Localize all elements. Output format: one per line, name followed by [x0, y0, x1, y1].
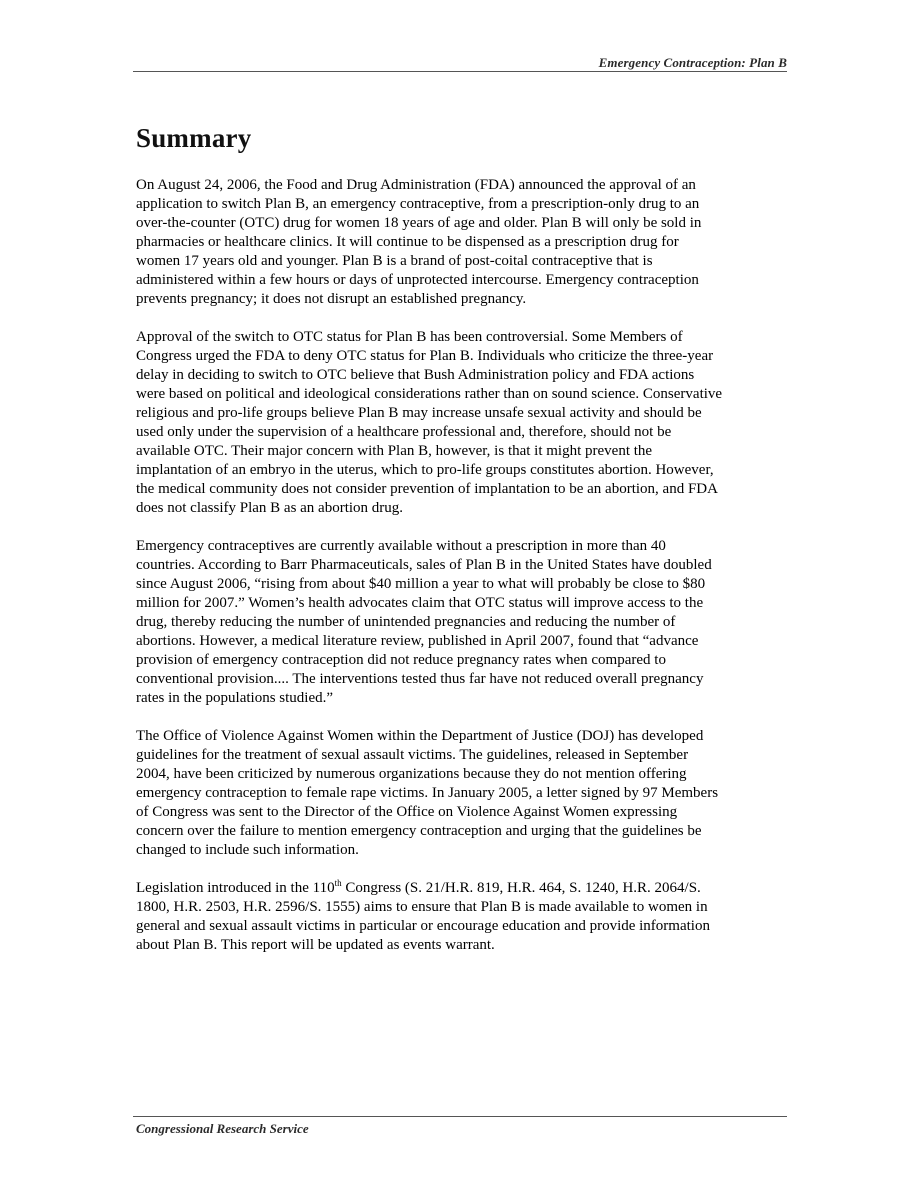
- text-line: of Congress was sent to the Director of the Office on Violence Against Women expressing: [136, 804, 678, 820]
- text-line: changed to include such information.: [136, 842, 359, 858]
- text-line: does not classify Plan B as an abortion drug.: [136, 500, 404, 516]
- text-line: religious and pro-life groups believe Plan B may increase unsafe sexual activity and should be: [136, 405, 702, 421]
- text-line: used only under the supervision of a healthcare professional and, therefore, should not be: [136, 424, 672, 440]
- ordinal-superscript: th: [334, 878, 342, 888]
- text-fragment: Congress (S. 21/H.R. 819, H.R. 464, S. 1240, H.R. 2064/S.: [341, 880, 701, 896]
- text-line: The Office of Violence Against Women within the Department of Justice (DOJ) has developed: [136, 728, 704, 744]
- text-line: prevents pregnancy; it does not disrupt an established pregnancy.: [136, 291, 527, 307]
- section-title: Summary: [136, 123, 252, 153]
- text-line: countries. According to Barr Pharmaceuticals, sales of Plan B in the United States have doubled: [136, 557, 712, 573]
- text-line: pharmacies or healthcare clinics. It will continue to be dispensed as a prescription drug for: [136, 234, 679, 250]
- text-line: since August 2006, “rising from about $40 million a year to what will probably be close to $80: [136, 576, 706, 592]
- footer-source: Congressional Research Service: [136, 1121, 309, 1136]
- text-line: concern over the failure to mention emergency contraception and urging that the guidelines be: [136, 823, 702, 839]
- footer-rule: [133, 1116, 787, 1117]
- text-line: over-the-counter (OTC) drug for women 18 years of age and older. Plan B will only be sold in: [136, 215, 702, 231]
- text-line: Approval of the switch to OTC status for Plan B has been controversial. Some Members of: [136, 329, 683, 345]
- text-line: million for 2007.” Women’s health advocates claim that OTC status will improve access to the: [136, 595, 704, 611]
- text-line: abortions. However, a medical literature review, published in April 2007, found that “advance: [136, 633, 699, 649]
- text-line: 2004, have been criticized by numerous organizations because they do not mention offering: [136, 766, 687, 782]
- text-line: conventional provision.... The interventions tested thus far have not reduced overall pregnancy: [136, 671, 704, 687]
- running-header: Emergency Contraception: Plan B: [598, 55, 787, 70]
- text-line: Congress urged the FDA to deny OTC status for Plan B. Individuals who criticize the three-year: [136, 348, 714, 364]
- text-line: general and sexual assault victims in particular or encourage education and provide information: [136, 918, 710, 934]
- text-line: women 17 years old and younger. Plan B is a brand of post-coital contraceptive that is: [136, 253, 653, 269]
- text-line: available OTC. Their major concern with Plan B, however, is that it might prevent the: [136, 443, 653, 459]
- text-line: guidelines for the treatment of sexual assault victims. The guidelines, released in September: [136, 747, 689, 763]
- text-line: application to switch Plan B, an emergency contraceptive, from a prescription-only drug to an: [136, 196, 700, 212]
- text-line: On August 24, 2006, the Food and Drug Administration (FDA) announced the approval of an: [136, 177, 696, 193]
- text-line: implantation of an embryo in the uterus, which to pro-life groups constitutes abortion. However,: [136, 462, 714, 478]
- text-line: [136, 879, 796, 898]
- paragraph-fda-approval: [136, 176, 796, 309]
- header-rule: [133, 71, 787, 72]
- text-line: delay in deciding to switch to OTC believe that Bush Administration policy and FDA actions: [136, 367, 695, 383]
- text-line: emergency contraception to female rape victims. In January 2005, a letter signed by 97 Members: [136, 785, 719, 801]
- text-line: about Plan B. This report will be updated as events warrant.: [136, 937, 495, 953]
- text-line: rates in the populations studied.”: [136, 690, 334, 706]
- text-line: drug, thereby reducing the number of unintended pregnancies and reducing the number of: [136, 614, 676, 630]
- text-line: 1800, H.R. 2503, H.R. 2596/S. 1555) aims to ensure that Plan B is made available to women in: [136, 899, 708, 915]
- text-line: provision of emergency contraception did not reduce pregnancy rates when compared to: [136, 652, 666, 668]
- text-fragment: Legislation introduced in the 110: [136, 880, 335, 896]
- paragraph-availability: [136, 537, 796, 708]
- text-line: administered within a few hours or days of unprotected intercourse. Emergency contraception: [136, 272, 699, 288]
- summary-body: [136, 176, 796, 974]
- text-line: were based on political and ideological considerations rather than on sound science. Conservative: [136, 386, 723, 402]
- text-line: the medical community does not consider prevention of implantation to be an abortion, and FDA: [136, 481, 718, 497]
- paragraph-legislation: [136, 879, 796, 955]
- paragraph-doj-guidelines: [136, 727, 796, 860]
- paragraph-controversy: [136, 328, 796, 518]
- text-line: Emergency contraceptives are currently available without a prescription in more than 40: [136, 538, 666, 554]
